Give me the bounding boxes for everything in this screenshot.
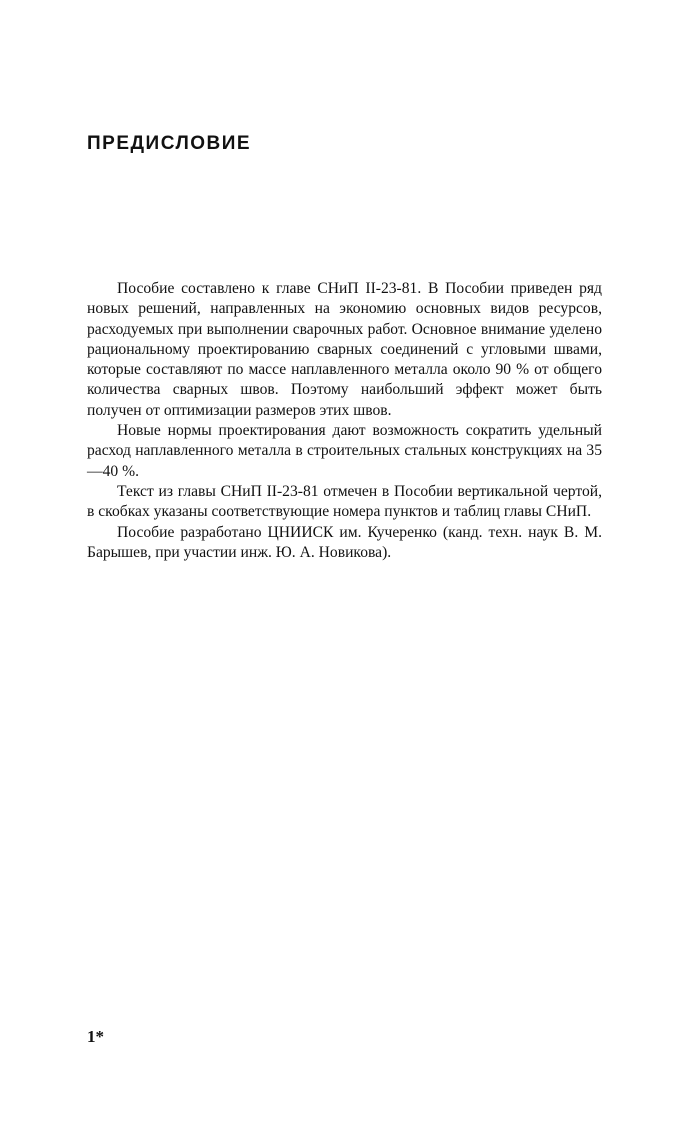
paragraph-4: Пособие разработано ЦНИИСК им. Кучеренко (канд. техн. наук В. М. Барышев, при участии инж. Ю. А. Новикова). xyxy=(87,523,602,561)
page-title: ПРЕДИСЛОВИЕ xyxy=(87,133,252,154)
paragraph-2: Новые нормы проектирования дают возможность сократить удельный расход наплавленного металла в строительных стальных конструкциях на 35—40 %. xyxy=(87,422,602,480)
paragraph-1: Пособие составлено к главе СНиП II-23-81. В Пособии приведен ряд новых решений, направленных на экономию основных видов ресурсов, расходуемых при выполнении сварочных работ. Основное внимание уделено рациональному проектированию сварных соединений с угловыми швами, которые составляют по массе наплавленного металла около 90 % от общего количества сварных швов. Поэтому наибольший эффект может быть получен от оптимизации размеров этих швов. xyxy=(87,280,602,419)
preface-body xyxy=(87,279,602,563)
signature-mark: 1* xyxy=(87,1027,104,1046)
paragraph-3: Текст из главы СНиП II-23-81 отмечен в Пособии вертикальной чертой, в скобках указаны соответствующие номера пунктов и таблиц главы СНиП. xyxy=(87,482,602,521)
